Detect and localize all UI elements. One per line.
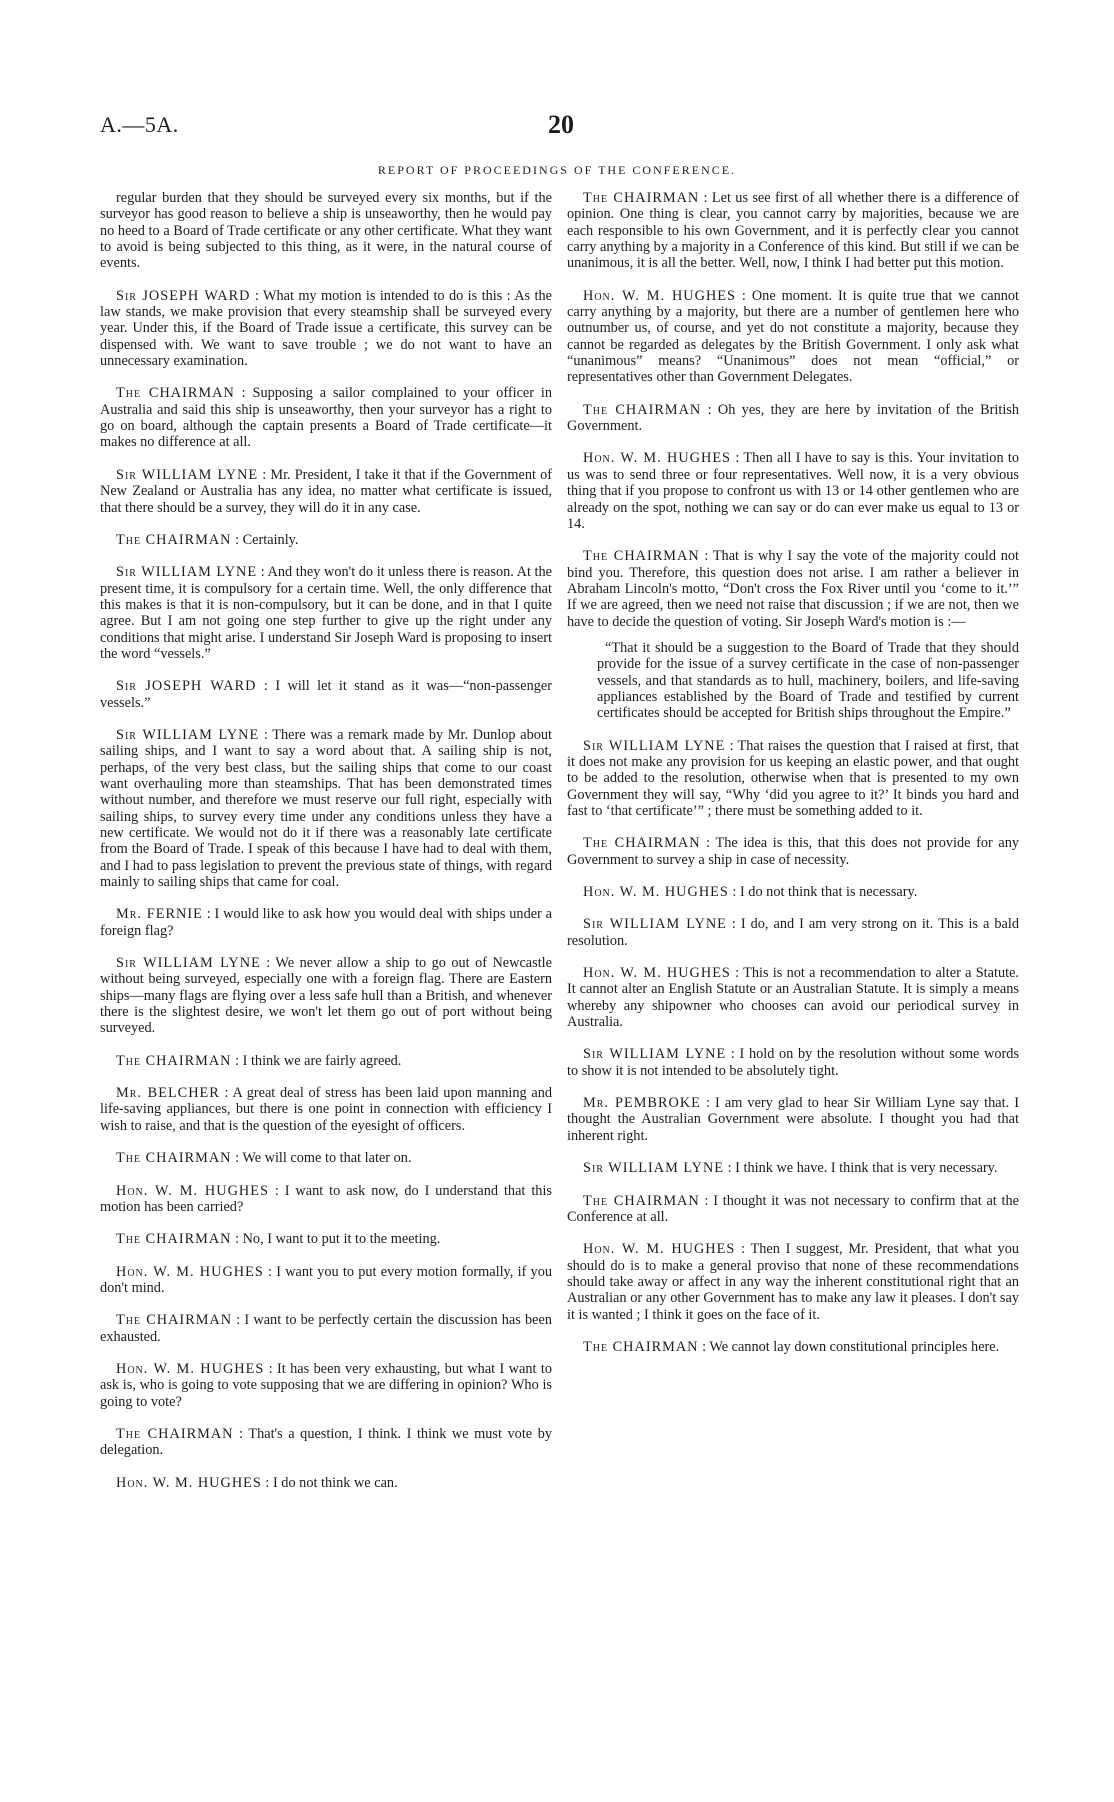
speaker-name: The CHAIRMAN: [116, 385, 235, 402]
speaker-name: The CHAIRMAN: [116, 1312, 233, 1329]
speech-paragraph: [100, 1183, 552, 1216]
speaker-name: Sir WILLIAM LYNE: [583, 916, 727, 933]
running-head: REPORT OF PROCEEDINGS OF THE CONFERENCE.: [377, 163, 737, 177]
speaker-name: Sir WILLIAM LYNE: [583, 1160, 725, 1177]
speech-paragraph: [100, 906, 552, 939]
speech-paragraph: [567, 835, 1019, 868]
speaker-name: The CHAIRMAN: [116, 531, 232, 548]
speech-text: : This is not a recommendation to alter a Statute. It cannot alter an English Statute or an Australian Statute. It is simply a means whereby any shipowner who chooses can avoid our periodical survey in Australia.: [567, 965, 1019, 1031]
speech-text: : I will let it stand as it was—“non-passenger vessels.”: [100, 678, 552, 711]
speech-text: : No, I want to put it to the meeting.: [235, 1231, 441, 1248]
speaker-name: Hon. W. M. HUGHES: [583, 965, 731, 982]
speech-text: : What my motion is intended to do is this : As the law stands, we make provision that every steamship shall be surveyed every year. Under this, if the Board of Trade issue a certificate, this survey can be dispensed with. We want to save trouble ; we do not want to have an unnecessary examination.: [100, 287, 552, 370]
speech-text: : I am very glad to hear Sir William Lyne say that. I thought the Australian Government were absolute. I thought you had that inherent right.: [567, 1095, 1020, 1144]
speech-text: : I think we are fairly agreed.: [235, 1052, 402, 1069]
speech-paragraph: [567, 1193, 1019, 1226]
speaker-name: Sir JOSEPH WARD: [116, 287, 251, 304]
speech-paragraph: [567, 1046, 1019, 1079]
speaker-name: Mr. FERNIE: [116, 906, 203, 923]
speech-paragraph: [100, 1231, 552, 1247]
speech-text: : We never allow a ship to go out of Newcastle without being surveyed, especially one with a foreign flag. There are Eastern ships—many flags are flying over a less safe hull than a British, and whenever there is the slightest desire, we won't let them go out of port without being surveyed.: [100, 955, 553, 1037]
speaker-name: Mr. BELCHER: [116, 1085, 220, 1102]
speaker-name: Hon. W. M. HUGHES: [583, 450, 732, 467]
speaker-name: Hon. W. M. HUGHES: [116, 1474, 262, 1491]
left-column: [100, 190, 552, 1507]
speech-paragraph: [567, 884, 1019, 900]
speech-paragraph: [567, 548, 1019, 630]
speech-paragraph: [100, 1312, 552, 1345]
speaker-name: Hon. W. M. HUGHES: [116, 1182, 269, 1199]
speech-text: : Supposing a sailor complained to your officer in Australia and said this ship is unseaworthy, then your surveyor has a right to go on board, although the captain presents a Board of Trade certificate—it makes no difference at all.: [100, 385, 553, 451]
speaker-name: The CHAIRMAN: [583, 1192, 700, 1209]
speech-paragraph: [100, 564, 552, 662]
speech-text: : Mr. President, I take it that if the Government of New Zealand or Australia has any idea, no matter what certificate is issued, that there should be a survey, they will do it in any case.: [100, 466, 552, 516]
speech-paragraph: [567, 965, 1019, 1030]
speaker-name: Hon. W. M. HUGHES: [116, 1263, 264, 1280]
speaker-name: Sir WILLIAM LYNE: [116, 466, 259, 483]
speaker-name: The CHAIRMAN: [583, 548, 700, 565]
speech-text: : I want to ask now, do I understand that this motion has been carried?: [100, 1182, 552, 1215]
speaker-name: Hon. W. M. HUGHES: [583, 884, 729, 901]
speech-paragraph: [100, 385, 552, 450]
speech-text: : I do not think that is necessary.: [732, 884, 918, 901]
speech-text: : There was a remark made by Mr. Dunlop about sailing ships, and I want to say a word about that. A sailing ship is not, perhaps, of the very best class, but the sailing ships that come to our coast want overhauling more than steamships. That has been demonstrated times without number, and therefore we must reserve our full right, especially with sailing ships, to survey every time under any conditions unless they have a new certificate. We would not do it if there was a reasonably late certificate from the Board of Trade. I speak of this because I have had to deal with them, and I had to pass legislation to prevent the previous state of things, with regard mainly to sailing ships that came for coal.: [100, 726, 552, 891]
speaker-name: Sir WILLIAM LYNE: [116, 955, 261, 972]
speaker-name: The CHAIRMAN: [583, 401, 702, 418]
speaker-name: Sir WILLIAM LYNE: [116, 564, 258, 581]
speech-paragraph: [567, 450, 1019, 532]
speech-text: : Let us see first of all whether there is a difference of opinion. One thing is clear, you cannot carry by majorities, because we are each responsible to his own Government, and it is perfectly clear you cannot carry anything by a majority in a Conference of this kind. But still if we can be unanimous, it is all the better. Well, now, I think I had better put this motion.: [567, 190, 1019, 272]
page-reference: A.—5A.: [100, 112, 179, 137]
right-column: [567, 190, 1019, 1371]
speech-paragraph: [567, 1095, 1019, 1144]
speech-paragraph: [567, 1241, 1019, 1323]
speech-text: : We will come to that later on.: [235, 1150, 412, 1167]
speech-paragraph: [567, 916, 1019, 949]
speech-text: : Oh yes, they are here by invitation of the British Government.: [567, 401, 1020, 435]
speech-paragraph: [567, 738, 1019, 820]
speech-text: : I want you to put every motion formally, if you don't mind.: [100, 1263, 552, 1296]
speech-paragraph: [567, 1339, 1019, 1355]
speaker-name: Sir JOSEPH WARD: [116, 678, 257, 695]
speech-paragraph: [100, 1361, 552, 1410]
speech-text: : Certainly.: [235, 531, 299, 548]
speaker-name: The CHAIRMAN: [116, 1150, 232, 1167]
speaker-name: The CHAIRMAN: [583, 1338, 699, 1355]
speech-paragraph: [567, 402, 1019, 435]
speech-text: : The idea is this, that this does not provide for any Government to survey a ship in case of necessity.: [567, 835, 1019, 868]
speech-paragraph: [567, 288, 1019, 386]
speech-text: : That raises the question that I raised at first, that it does not make any provision for us keeping an elastic power, and that ought to be added to the resolution, otherwise when that is presented to my own Government they will say, “Why ‘did you agree to it?’ It binds you hard and fast to ‘that certificate’” ; there must be something added to it.: [567, 737, 1020, 819]
speech-text: : I think we have. I think that is very necessary.: [727, 1160, 998, 1177]
speaker-name: Hon. W. M. HUGHES: [116, 1360, 265, 1377]
speaker-name: Sir WILLIAM LYNE: [116, 726, 260, 743]
page-number: 20: [548, 110, 574, 139]
speech-text: “That it should be a suggestion to the Board of Trade that they should provide for the issue of a survey certificate in the case of non-passenger vessels, and that standards as to hull, machinery, boilers, and life-saving appliances established by the Board of Trade and testified by current certificates should be accepted for British ships throughout the Empire.”: [597, 639, 1019, 722]
speech-paragraph: [100, 288, 552, 370]
speaker-name: The CHAIRMAN: [116, 1425, 234, 1442]
speech-text: : And they won't do it unless there is reason. At the present time, it is compulsory for a certain time. Well, the only difference that this makes is that it is non-compulsory, but it can be done, and in that I quite agree. But I am not going one step further to give up the right under any conditions that might arise. I understand Sir Joseph Ward is proposing to insert the word “vessels.”: [100, 564, 553, 662]
speech-paragraph: [100, 727, 552, 890]
speaker-name: Hon. W. M. HUGHES: [583, 287, 736, 304]
speech-paragraph: [100, 1475, 552, 1491]
speaker-name: The CHAIRMAN: [583, 835, 701, 852]
speech-text: : A great deal of stress has been laid upon manning and life-saving appliances, but there is one point in connection with efficiency I wish to raise, and that is the question of the eyesight of officers.: [100, 1085, 552, 1134]
speech-text: : That's a question, I think. I think we must vote by delegation.: [100, 1425, 553, 1459]
speech-text: : I would like to ask how you would deal with ships under a foreign flag?: [100, 906, 553, 939]
speech-paragraph: [100, 190, 552, 272]
speech-text: regular burden that they should be surveyed every six months, but if the surveyor has good reason to believe a ship is unseaworthy, then he would pay no heed to a Board of Trade certificate or any other certificate. What they want to avoid is being subjected to this thing, as it were, in the natural course of events.: [100, 190, 552, 272]
speaker-name: Hon. W. M. HUGHES: [583, 1241, 736, 1258]
speech-text: : It has been very exhausting, but what I want to ask is, who is going to vote supposing that we are differing in opinion? Who is going to vote?: [100, 1360, 552, 1410]
speaker-name: The CHAIRMAN: [583, 190, 700, 206]
speech-text: : That is why I say the vote of the majority could not bind you. Therefore, this question does not arise. I am rather a believer in Abraham Lincoln's motto, “Don't cross the Fox River until you ‘come to it.’” If we are agreed, then we need not raise that discussion ; if we are not, then we have to decide the question of voting. Sir Joseph Ward's motion is :—: [567, 548, 1019, 630]
speech-paragraph: [100, 1085, 552, 1134]
speech-paragraph: [100, 467, 552, 516]
speech-text: : I do, and I am very strong on it. This is a bald resolution.: [567, 916, 1019, 949]
speech-text: : I do not think we can.: [265, 1474, 398, 1491]
speech-text: : One moment. It is quite true that we cannot carry anything by a majority, but there are a number of gentlemen here who outnumber us, of course, and yet do not constitute a majority, because they cannot be regarded as delegates by the British Government. I only ask what “unanimous” means? “Unanimous” does not mean “official,” or representatives other than Government Delegates.: [567, 287, 1019, 386]
speech-paragraph: [100, 955, 552, 1037]
quoted-motion: [597, 640, 1019, 722]
speech-text: : Then all I have to say is this. Your invitation to us was to send three or four representatives. Well now, it is a very obvious thing that if you propose to confront us with 13 or 14 other gentlemen who are already on the spot, nothing we can say or do can ever make us equal to 13 or 14.: [567, 450, 1020, 532]
speech-paragraph: [567, 190, 1019, 272]
speech-text: : I hold on by the resolution without some words to show it is not intended to be absolutely tight.: [567, 1046, 1020, 1079]
speech-paragraph: [567, 1160, 1019, 1176]
speaker-name: The CHAIRMAN: [116, 1052, 232, 1069]
speaker-name: Mr. PEMBROKE: [583, 1095, 701, 1112]
speech-paragraph: [100, 1053, 552, 1069]
speaker-name: The CHAIRMAN: [116, 1231, 232, 1248]
speech-text: : We cannot lay down constitutional principles here.: [702, 1338, 1000, 1355]
speech-paragraph: [100, 532, 552, 548]
speaker-name: Sir WILLIAM LYNE: [583, 737, 726, 754]
speech-text: : I thought it was not necessary to confirm that at the Conference at all.: [567, 1192, 1020, 1225]
speech-text: : Then I suggest, Mr. President, that what you should do is to make a general proviso that none of these recommendations should take away or affect in any way the inherent constitutional right that an Australian or any other Government has to make any law it pleases. I don't say it is wanted ; I think it goes on the face of it.: [567, 1241, 1020, 1323]
speech-text: : I want to be perfectly certain the discussion has been exhausted.: [100, 1312, 552, 1345]
speaker-name: Sir WILLIAM LYNE: [583, 1046, 727, 1063]
speech-paragraph: [100, 1426, 552, 1459]
speech-paragraph: [100, 1264, 552, 1297]
speech-paragraph: [100, 1150, 552, 1166]
speech-paragraph: [100, 678, 552, 711]
